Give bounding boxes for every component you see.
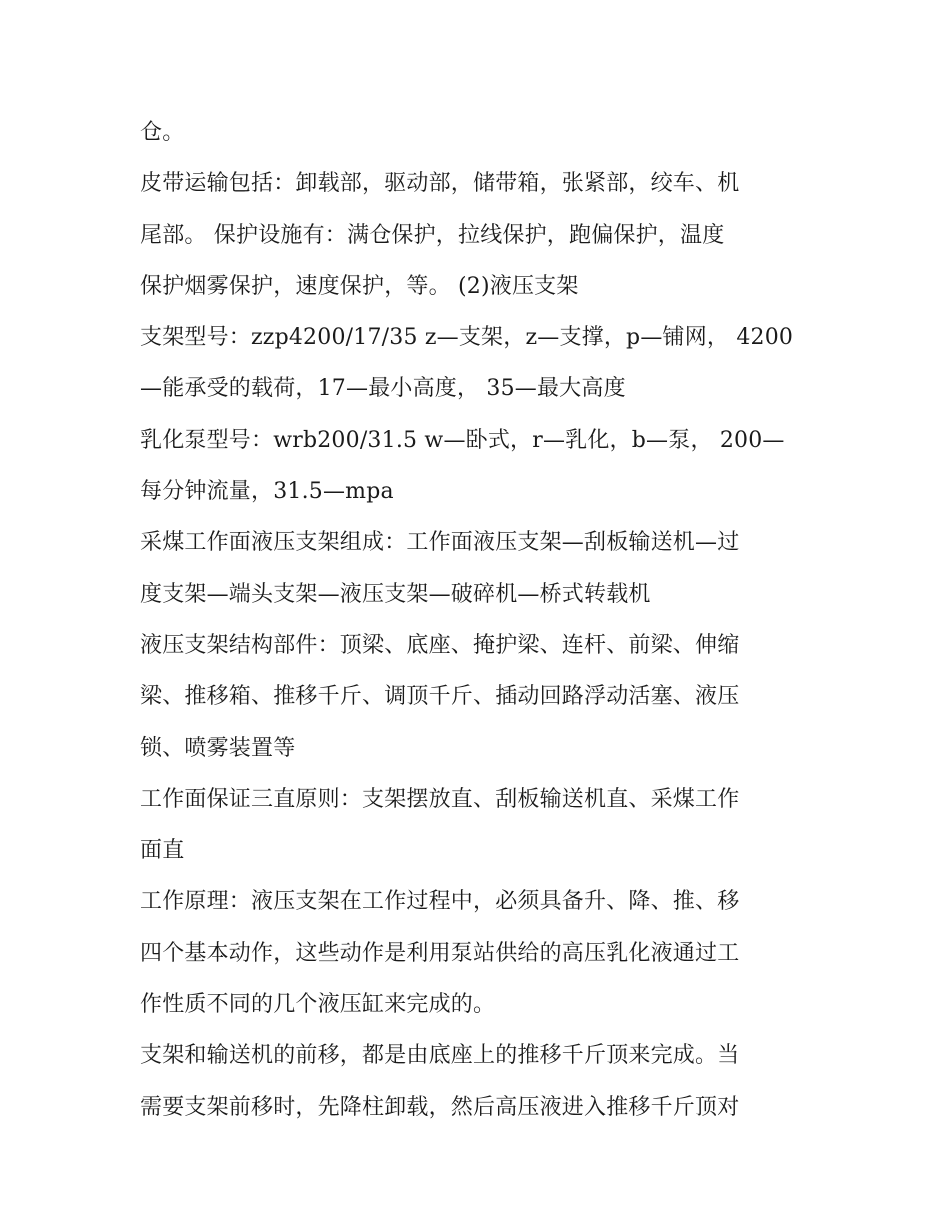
text-line: 梁、推移箱、推移千斤、调顶千斤、插动回路浮动活塞、液压 bbox=[140, 684, 740, 710]
text-line: 四个基本动作，这些动作是利用泵站供给的高压乳化液通过工 bbox=[140, 940, 740, 966]
text-line: 乳化泵型号：wrb200/31.5 w—卧式，r—乳化，b—泵， 200— bbox=[140, 427, 785, 453]
text-line: 面直 bbox=[140, 838, 185, 864]
text-line: 支架型号：zzp4200/17/35 z—支架，z—支撑，p—铺网， 4200 bbox=[140, 325, 794, 351]
body-text bbox=[140, 107, 812, 1133]
text-line: 支架和输送机的前移，都是由底座上的推移千斤顶来完成。当 bbox=[140, 1043, 740, 1069]
text-line: 每分钟流量，31.5—mpa bbox=[140, 479, 394, 505]
text-line: 保护烟雾保护，速度保护，等。 (2)液压支架 bbox=[140, 273, 579, 299]
text-line: 工作原理：液压支架在工作过程中，必须具备升、降、推、移 bbox=[140, 889, 740, 915]
text-line: —能承受的载荷，17—最小高度， 35—最大高度 bbox=[140, 376, 626, 402]
text-line: 锁、喷雾装置等 bbox=[140, 735, 296, 761]
text-line: 工作面保证三直原则：支架摆放直、刮板输送机直、采煤工作 bbox=[140, 786, 740, 812]
text-line: 皮带运输包括：卸载部，驱动部，储带箱，张紧部，绞车、机 bbox=[140, 171, 740, 197]
text-line: 仓。 bbox=[140, 120, 185, 145]
text-line: 作性质不同的几个液压缸来完成的。 bbox=[140, 992, 496, 1018]
text-line: 采煤工作面液压支架组成：工作面液压支架—刮板输送机—过 bbox=[140, 530, 740, 556]
text-line: 尾部。 保护设施有：满仓保护，拉线保护，跑偏保护，温度 bbox=[140, 222, 725, 248]
text-line: 液压支架结构部件：顶梁、底座、掩护梁、连杆、前梁、伸缩 bbox=[140, 632, 740, 658]
text-line: 需要支架前移时，先降柱卸载，然后高压液进入推移千斤顶对 bbox=[140, 1094, 740, 1120]
text-line: 度支架—端头支架—液压支架—破碎机—桥式转载机 bbox=[140, 581, 651, 607]
